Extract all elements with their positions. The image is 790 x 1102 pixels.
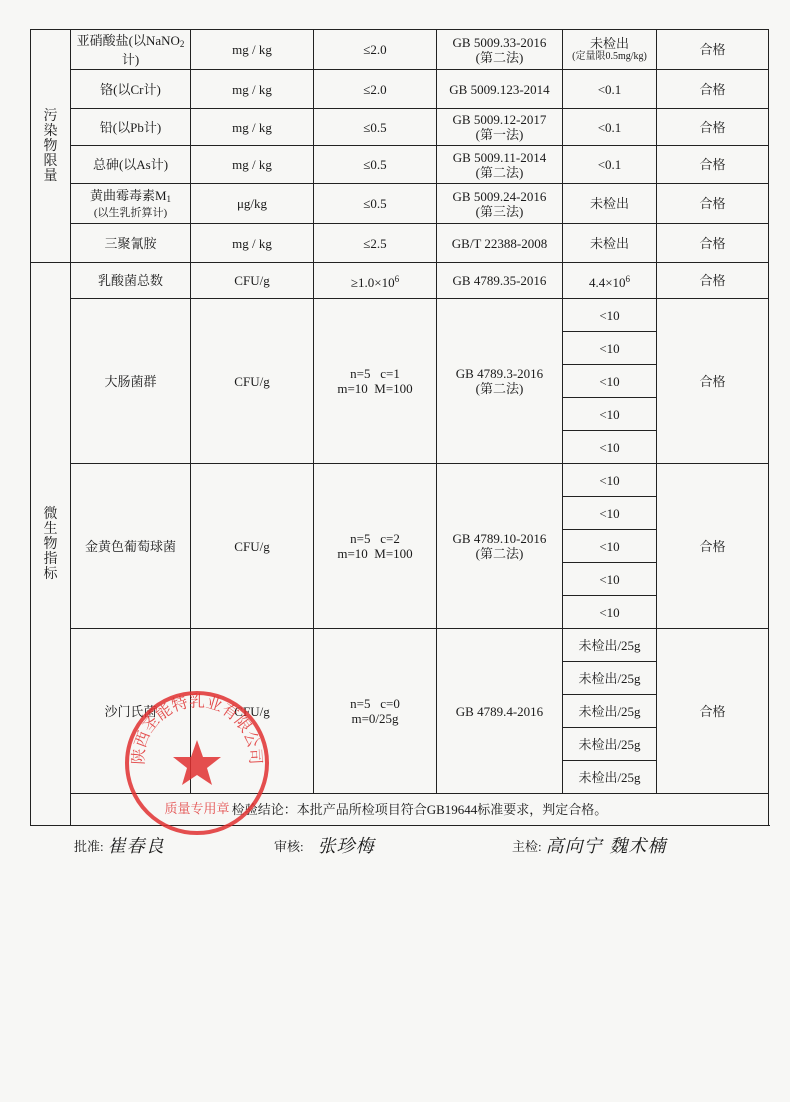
result: <10 (563, 464, 657, 497)
result: <0.1 (563, 146, 657, 184)
limit: ≤0.5 (314, 146, 437, 184)
method: GB/T 22388-2008 (437, 224, 563, 263)
result: 未检出/25g (563, 695, 657, 728)
limit: n=5 c=2 m=10 M=100 (314, 464, 437, 629)
result: <10 (563, 563, 657, 596)
method: GB 5009.123-2014 (437, 70, 563, 109)
table-row (31, 30, 769, 70)
result: <0.1 (563, 109, 657, 146)
chief-inspector (512, 832, 666, 858)
review-label: 审核: (274, 838, 304, 854)
result: <10 (563, 530, 657, 563)
unit: mg / kg (191, 146, 314, 184)
category-microbial: 微生物指标 (31, 263, 71, 826)
result: <10 (563, 365, 657, 398)
unit: mg / kg (191, 70, 314, 109)
result: 未检出 (定量限0.5mg/kg) (563, 30, 657, 70)
limit: n=5 c=0 m=0/25g (314, 629, 437, 794)
unit: mg / kg (191, 109, 314, 146)
judgment: 合格 (657, 464, 769, 629)
judgment: 合格 (657, 30, 769, 70)
table-row (31, 109, 769, 146)
result: 未检出/25g (563, 629, 657, 662)
item-name: 沙门氏菌 (71, 629, 191, 794)
company-seal (122, 688, 272, 838)
item-name: 乳酸菌总数 (71, 263, 191, 299)
unit: CFU/g (191, 263, 314, 299)
unit: CFU/g (191, 629, 314, 794)
unit: μg/kg (191, 184, 314, 224)
limit: ≤2.0 (314, 70, 437, 109)
approve-label: 批准: (74, 838, 104, 854)
limit: n=5 c=1 m=10 M=100 (314, 299, 437, 464)
item-name: 铅(以Pb计) (71, 109, 191, 146)
table-row (31, 263, 769, 299)
method: GB 4789.35-2016 (437, 263, 563, 299)
result: <10 (563, 596, 657, 629)
method: GB 4789.3-2016 (第二法) (437, 299, 563, 464)
unit: mg / kg (191, 30, 314, 70)
method: GB 5009.33-2016 (第二法) (437, 30, 563, 70)
category-contaminants: 污染物限量 (31, 30, 71, 263)
limit: $\ge 1.0\times 10^6$ (314, 263, 437, 299)
table-row (31, 70, 769, 109)
result: <0.1 (563, 70, 657, 109)
conclusion-text: 检验结论：本批产品所检项目符合GB19644标准要求，判定合格。 (71, 794, 769, 826)
limit: ≤0.5 (314, 109, 437, 146)
result: 未检出 (563, 224, 657, 263)
table-row (31, 629, 769, 662)
judgment: 合格 (657, 109, 769, 146)
table-row (31, 146, 769, 184)
result: 未检出/25g (563, 662, 657, 695)
method: GB 5009.12-2017 (第一法) (437, 109, 563, 146)
chief-signatures: 高向宁 魏术楠 (545, 836, 667, 857)
result: $4.4\times 10^6$ (563, 263, 657, 299)
judgment: 合格 (657, 299, 769, 464)
result: <10 (563, 332, 657, 365)
unit: CFU/g (191, 299, 314, 464)
reviewer (274, 832, 375, 858)
item-name: 亚硝酸盐(以NaNO$_2$计) (71, 30, 191, 70)
method: GB 5009.11-2014 (第二法) (437, 146, 563, 184)
judgment: 合格 (657, 70, 769, 109)
judgment: 合格 (657, 184, 769, 224)
item-name: 金黄色葡萄球菌 (71, 464, 191, 629)
item-name: 黄曲霉毒素$M_1$ (以生乳折算计) (71, 184, 191, 224)
item-name: 三聚氰胺 (71, 224, 191, 263)
seal-star-icon (173, 740, 221, 785)
table-row (31, 184, 769, 224)
seal-purpose-text: 质量专用章 (164, 802, 230, 817)
table-row (31, 464, 769, 497)
result: <10 (563, 299, 657, 332)
method: GB 5009.24-2016 (第三法) (437, 184, 563, 224)
result: <10 (563, 497, 657, 530)
limit: ≤0.5 (314, 184, 437, 224)
result: 未检出 (563, 184, 657, 224)
method: GB 4789.10-2016 (第二法) (437, 464, 563, 629)
seal-icon (122, 688, 272, 838)
chief-label: 主检: (512, 838, 542, 854)
review-signature: 张珍梅 (317, 836, 375, 857)
result: <10 (563, 431, 657, 464)
approve-signature: 崔春良 (107, 836, 165, 857)
item-name: 总砷(以As计) (71, 146, 191, 184)
seal-company-text: 陕西圣能特乳业有限公司 (128, 691, 266, 766)
result: 未检出/25g (563, 761, 657, 794)
item-name: 大肠菌群 (71, 299, 191, 464)
unit: CFU/g (191, 464, 314, 629)
judgment: 合格 (657, 629, 769, 794)
method: GB 4789.4-2016 (437, 629, 563, 794)
table-row (31, 224, 769, 263)
table-row (31, 299, 769, 332)
result: <10 (563, 398, 657, 431)
item-name: 铬(以Cr计) (71, 70, 191, 109)
judgment: 合格 (657, 146, 769, 184)
judgment: 合格 (657, 263, 769, 299)
unit: mg / kg (191, 224, 314, 263)
result: 未检出/25g (563, 728, 657, 761)
limit: ≤2.0 (314, 30, 437, 70)
limit: ≤2.5 (314, 224, 437, 263)
judgment: 合格 (657, 224, 769, 263)
